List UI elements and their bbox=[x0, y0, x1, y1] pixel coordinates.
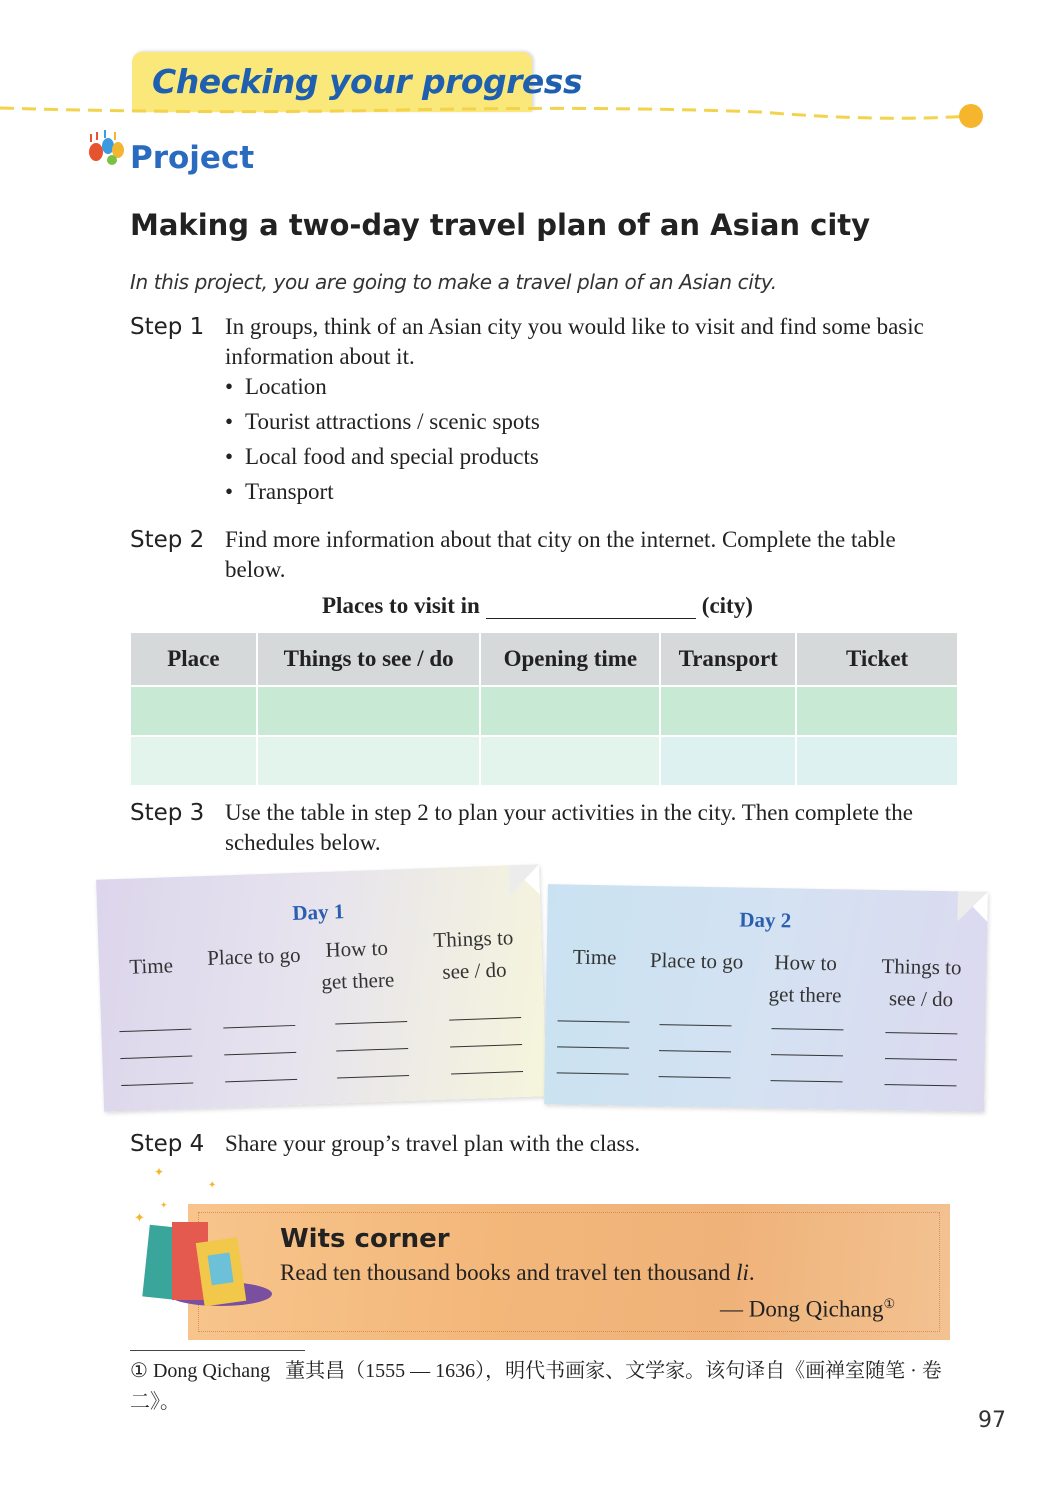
table-cell[interactable] bbox=[660, 686, 796, 736]
places-table bbox=[131, 633, 959, 785]
bullet-item: • Local food and special products bbox=[225, 444, 539, 469]
bullet-item: • Tourist attractions / scenic spots bbox=[225, 409, 540, 434]
day-1-title: Day 1 bbox=[291, 899, 345, 925]
svg-text:✦: ✦ bbox=[134, 1210, 145, 1225]
table-cell[interactable] bbox=[796, 686, 958, 736]
table-cell[interactable] bbox=[257, 686, 481, 736]
blank-line[interactable] bbox=[119, 1029, 191, 1033]
books-icon bbox=[130, 1162, 280, 1314]
table-cell[interactable] bbox=[796, 736, 958, 785]
page-number: 97 bbox=[978, 1408, 1006, 1433]
bullet-item: • Location bbox=[225, 374, 327, 399]
table-header: Ticket bbox=[796, 633, 958, 686]
handprint-icon bbox=[84, 128, 130, 168]
footnote: ① Dong Qichang 董其昌（1555 — 1636），明代书画家、文学家。该句译自《画禅室随笔 · 卷二》。 bbox=[130, 1360, 942, 1413]
blank-line[interactable] bbox=[223, 1025, 295, 1029]
column-header: How to get there bbox=[768, 950, 842, 1008]
section-title: Project bbox=[130, 140, 255, 176]
table-row bbox=[131, 736, 958, 785]
day-2-schedule-card bbox=[544, 884, 988, 1112]
table-cell[interactable] bbox=[660, 736, 796, 785]
wits-quote: Read ten thousand books and travel ten thousand li. bbox=[280, 1260, 755, 1285]
step-4-text: Share your group’s travel plan with the class. bbox=[225, 1131, 641, 1156]
decorative-dashed-line bbox=[0, 100, 1064, 136]
blank-line[interactable] bbox=[771, 1028, 843, 1030]
blank-line[interactable] bbox=[335, 1021, 407, 1025]
blank-line[interactable] bbox=[224, 1052, 296, 1056]
step-3-text: Use the table in step 2 to plan your activities in the city. Then complete the schedules below. bbox=[225, 800, 913, 855]
banner-title: Checking your progress bbox=[152, 62, 583, 101]
column-header: How to get there bbox=[320, 935, 395, 994]
column-header: Place to go bbox=[649, 947, 744, 974]
blank-line[interactable] bbox=[557, 1046, 629, 1048]
step-2-label: Step 2 bbox=[130, 527, 205, 553]
table-header: Transport bbox=[660, 633, 796, 686]
blank-line[interactable] bbox=[120, 1056, 192, 1060]
blank-line[interactable] bbox=[659, 1050, 731, 1052]
step-3-label: Step 3 bbox=[130, 800, 205, 826]
table-cell[interactable] bbox=[257, 736, 481, 785]
day-2-title: Day 2 bbox=[739, 907, 792, 933]
blank-line[interactable] bbox=[337, 1075, 409, 1079]
page-title: Making a two-day travel plan of an Asian city bbox=[130, 208, 871, 242]
page-fold bbox=[957, 891, 988, 922]
svg-text:✦: ✦ bbox=[160, 1200, 168, 1210]
step-2-text: Find more information about that city on the internet. Complete the table below. bbox=[225, 527, 896, 582]
intro-text: In this project, you are going to make a travel plan of an Asian city. bbox=[130, 270, 777, 294]
column-header: Things to see / do bbox=[881, 954, 962, 1012]
blank-line[interactable] bbox=[451, 1071, 523, 1075]
blank-line[interactable] bbox=[659, 1076, 731, 1078]
city-blank[interactable] bbox=[486, 596, 696, 619]
table-row bbox=[131, 686, 958, 736]
table-header: Opening time bbox=[480, 633, 660, 686]
blank-line[interactable] bbox=[225, 1079, 297, 1083]
table-cell[interactable] bbox=[131, 736, 257, 785]
blank-line[interactable] bbox=[660, 1024, 732, 1026]
bullet-item: • Transport bbox=[225, 479, 334, 504]
blank-line[interactable] bbox=[771, 1080, 843, 1082]
blank-line[interactable] bbox=[884, 1084, 956, 1086]
table-cell[interactable] bbox=[480, 686, 660, 736]
wits-title: Wits corner bbox=[280, 1224, 450, 1254]
table-cell[interactable] bbox=[131, 686, 257, 736]
table-header: Things to see / do bbox=[257, 633, 481, 686]
column-header: Place to go bbox=[206, 942, 301, 970]
footnote-divider bbox=[130, 1350, 305, 1351]
svg-text:✦: ✦ bbox=[208, 1180, 217, 1191]
blank-line[interactable] bbox=[449, 1017, 521, 1021]
day-1-schedule-card bbox=[96, 864, 547, 1111]
table-cell[interactable] bbox=[480, 736, 660, 785]
column-header: Things to see / do bbox=[433, 925, 514, 984]
blank-line[interactable] bbox=[121, 1083, 193, 1087]
blank-line[interactable] bbox=[885, 1032, 957, 1034]
step-4-label: Step 4 bbox=[130, 1131, 205, 1157]
blank-line[interactable] bbox=[885, 1058, 957, 1060]
blank-line[interactable] bbox=[336, 1048, 408, 1052]
column-header: Time bbox=[572, 944, 617, 970]
step-1-label: Step 1 bbox=[130, 314, 205, 340]
blank-line[interactable] bbox=[558, 1020, 630, 1022]
step-1-text: In groups, think of an Asian city you would like to visit and find some basic information about it. bbox=[225, 314, 924, 369]
page-fold bbox=[509, 864, 540, 895]
column-header: Time bbox=[128, 953, 174, 979]
table-caption: Places to visit in (city) bbox=[322, 593, 753, 618]
blank-line[interactable] bbox=[450, 1044, 522, 1048]
table-header: Place bbox=[131, 633, 257, 686]
blank-line[interactable] bbox=[557, 1072, 629, 1074]
blank-line[interactable] bbox=[771, 1054, 843, 1056]
wits-author: — Dong Qichang① bbox=[720, 1296, 896, 1322]
svg-text:✦: ✦ bbox=[154, 1165, 165, 1179]
